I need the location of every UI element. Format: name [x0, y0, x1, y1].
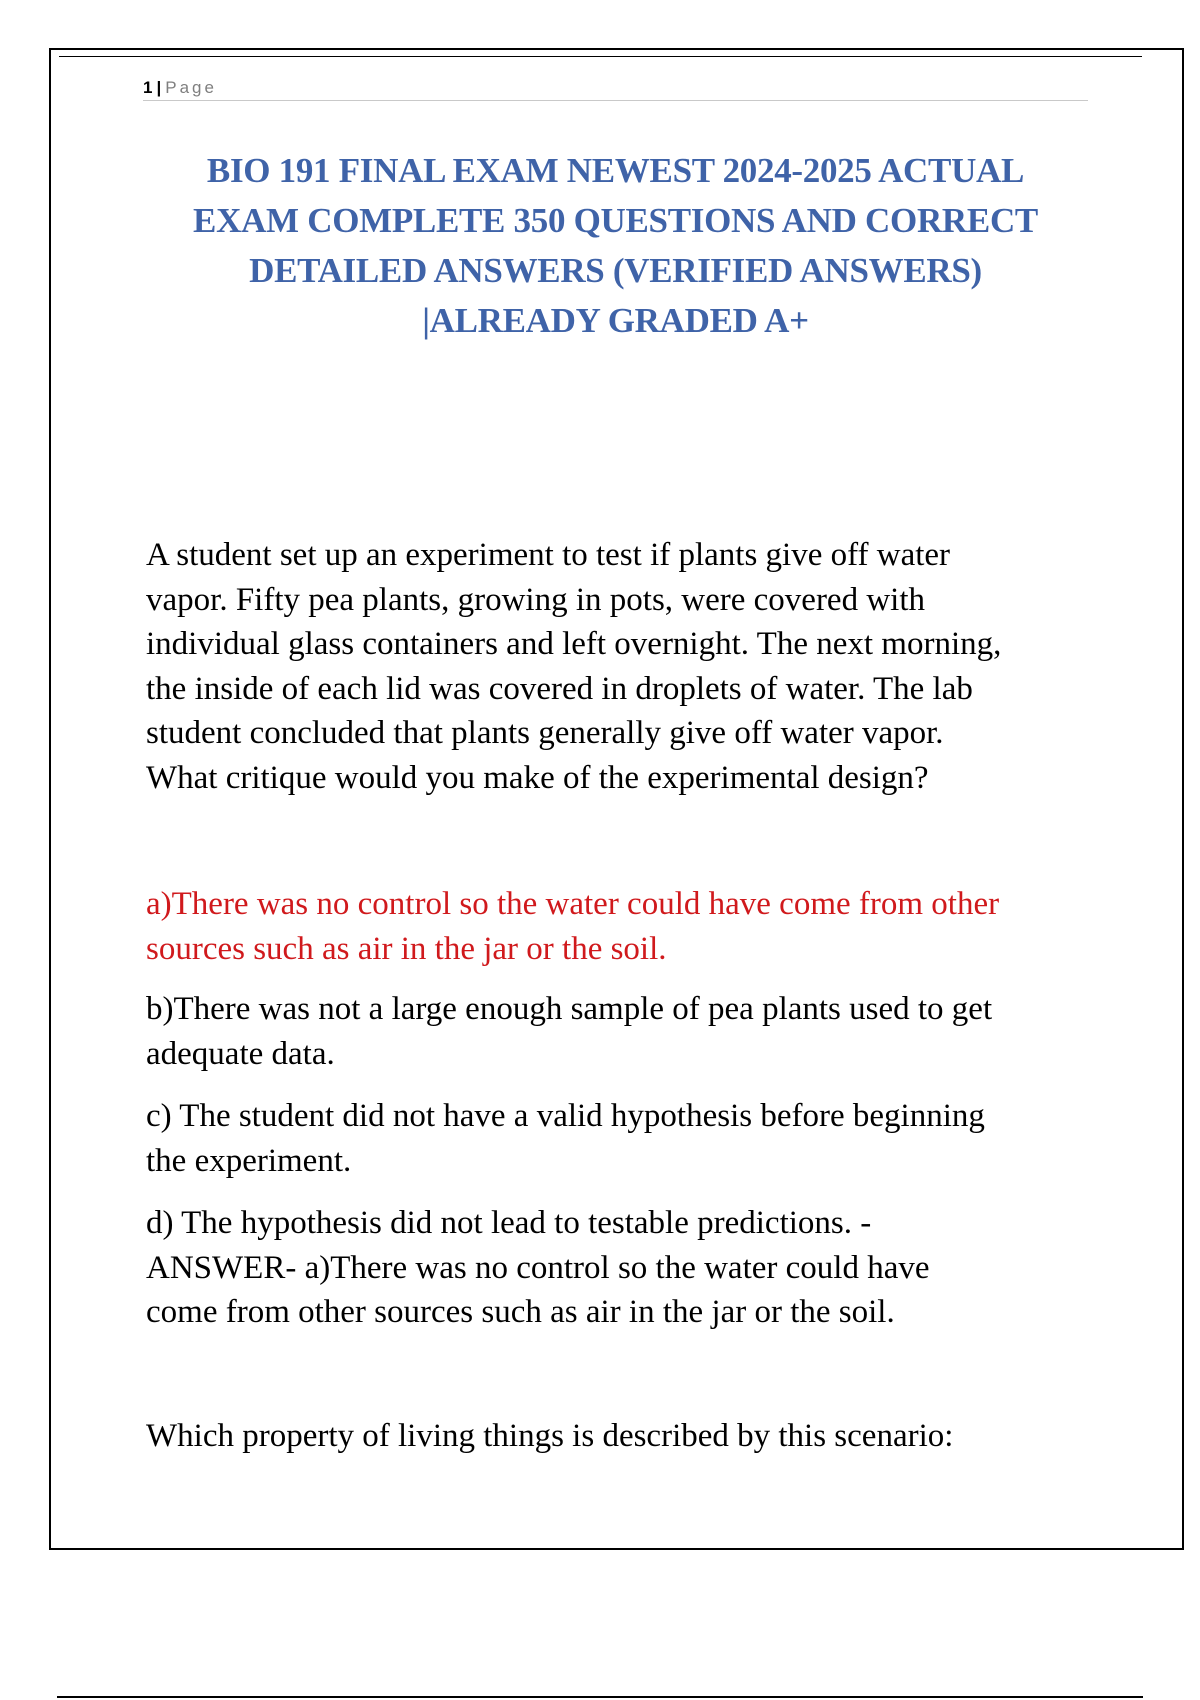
question-2-line-1: Which property of living things is described by this scenario:	[146, 1418, 954, 1454]
frame-top-rule	[59, 56, 1142, 57]
option-a-line-2: sources such as air in the jar or the soil.	[146, 930, 667, 967]
option-a-correct	[146, 882, 1106, 971]
title-line-2: EXAM COMPLETE 350 QUESTIONS AND CORRECT	[193, 201, 1038, 240]
title-line-4: |ALREADY GRADED A+	[422, 301, 809, 340]
option-a-line-1: a)There was no control so the water could have come from other	[146, 886, 1000, 922]
question-2-stem	[146, 1414, 1106, 1459]
option-c-line-1: c) The student did not have a valid hypothesis before beginning	[146, 1098, 985, 1134]
option-b-line-2: adequate data.	[146, 1035, 335, 1072]
page-number: 1	[143, 78, 153, 97]
option-d-with-answer	[146, 1201, 1106, 1335]
page-word: Page	[165, 78, 217, 97]
page-header	[143, 76, 1088, 101]
option-c-line-2: the experiment.	[146, 1142, 352, 1179]
option-d-line-1: d) The hypothesis did not lead to testable predictions. -	[146, 1205, 872, 1241]
option-b-line-1: b)There was not a large enough sample of pea plants used to get	[146, 991, 993, 1027]
question-1-stem	[146, 533, 1106, 800]
option-d-line-3: come from other sources such as air in the jar or the soil.	[146, 1294, 895, 1330]
option-d-line-2: ANSWER- a)There was no control so the water could have	[146, 1249, 930, 1286]
next-page-top-rule	[57, 1696, 1143, 1698]
title-line-3: DETAILED ANSWERS (VERIFIED ANSWERS)	[249, 251, 982, 290]
question-1-line-6: What critique would you make of the experimental design?	[146, 759, 929, 796]
option-b	[146, 987, 1106, 1076]
option-c	[146, 1094, 1106, 1183]
question-1-line-5: student concluded that plants generally give off water vapor.	[146, 715, 944, 751]
page-frame	[49, 48, 1184, 1550]
page-separator: |	[156, 78, 162, 97]
title-line-1: BIO 191 FINAL EXAM NEWEST 2024-2025 ACTUAL	[206, 151, 1025, 190]
document-title	[143, 146, 1088, 346]
question-1-line-2: vapor. Fifty pea plants, growing in pots, were covered with	[146, 581, 925, 618]
question-1-line-4: the inside of each lid was covered in droplets of water. The lab	[146, 670, 973, 707]
question-1-line-3: individual glass containers and left overnight. The next morning,	[146, 626, 1002, 662]
question-1-line-1: A student set up an experiment to test if plants give off water	[146, 537, 951, 573]
